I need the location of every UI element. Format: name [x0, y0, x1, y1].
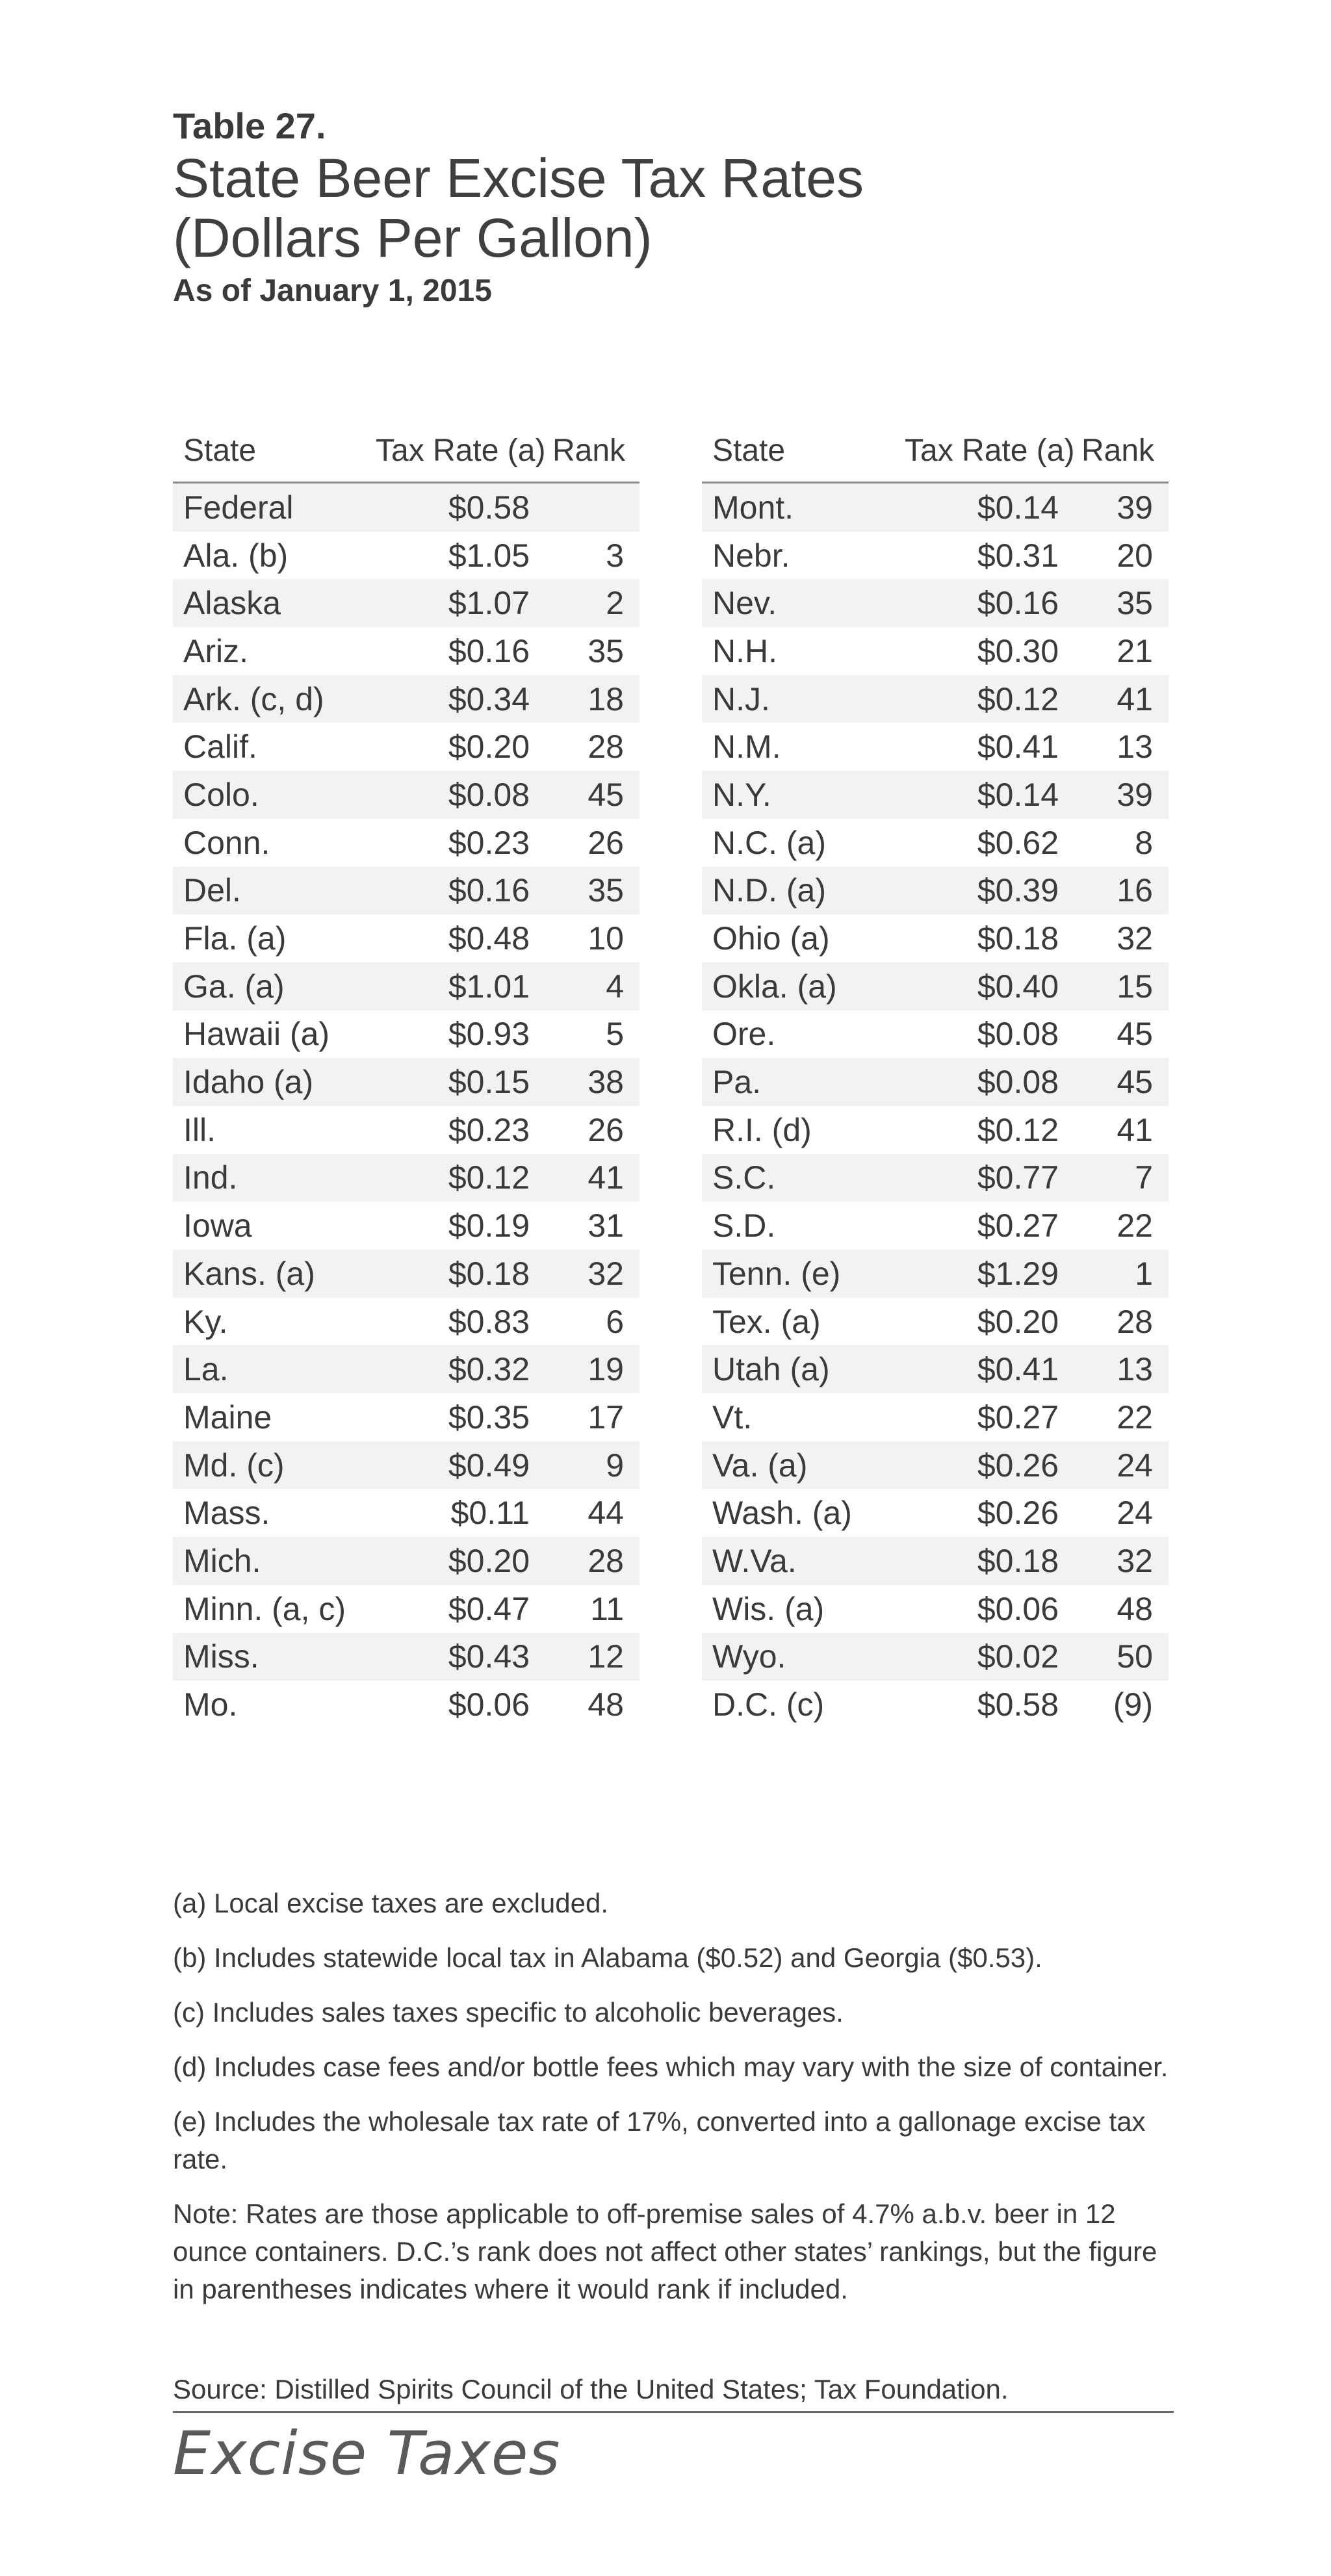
table-body-left [173, 483, 640, 1729]
table-row [702, 1633, 1169, 1681]
table-row [702, 1489, 1169, 1537]
state-cell: Nev. [712, 585, 777, 622]
table-row [173, 675, 640, 723]
table-row [173, 1250, 640, 1298]
rate-cell: $1.07 [448, 585, 530, 622]
rate-cell: $0.43 [448, 1638, 530, 1675]
state-cell: Vt. [712, 1398, 753, 1436]
state-cell: Ind. [183, 1159, 238, 1196]
state-cell: Okla. (a) [712, 968, 837, 1005]
state-cell: Mont. [712, 489, 794, 526]
rate-cell: $0.12 [448, 1159, 530, 1196]
rate-cell: $0.08 [977, 1016, 1059, 1053]
rank-cell: 26 [588, 1111, 624, 1148]
table-row [702, 1345, 1169, 1393]
table-row [702, 1681, 1169, 1729]
rank-cell: 48 [588, 1686, 624, 1723]
column-header-rank: Rank [552, 433, 626, 468]
state-cell: Ore. [712, 1016, 776, 1053]
rate-cell: $0.16 [977, 585, 1059, 622]
rate-cell: $0.23 [448, 1111, 530, 1148]
state-cell: Kans. (a) [183, 1255, 315, 1292]
rate-cell: $0.18 [977, 920, 1059, 957]
state-cell: Mass. [183, 1495, 270, 1532]
table-row [702, 771, 1169, 819]
table-row [702, 1154, 1169, 1202]
title-block [173, 104, 1148, 311]
rate-cell: $0.77 [977, 1159, 1059, 1196]
state-cell: Ky. [183, 1303, 228, 1340]
rate-cell: $0.30 [977, 632, 1059, 669]
rank-cell: 26 [588, 824, 624, 861]
rank-cell: 45 [1117, 1064, 1153, 1101]
state-cell: Mo. [183, 1686, 238, 1723]
rate-cell: $1.29 [977, 1255, 1059, 1292]
table-row [173, 483, 640, 532]
state-cell: Ga. (a) [183, 968, 285, 1005]
footnotes [173, 1885, 1174, 2325]
table-row [702, 483, 1169, 532]
rate-cell: $0.02 [977, 1638, 1059, 1675]
rate-cell: $0.08 [448, 776, 530, 813]
rate-cell: $0.58 [977, 1686, 1059, 1723]
column-header-rate: Tax Rate (a) [905, 433, 1075, 468]
rate-cell: $0.39 [977, 872, 1059, 909]
state-cell: Federal [183, 489, 294, 526]
state-cell: Minn. (a, c) [183, 1590, 346, 1627]
state-cell: Wis. (a) [712, 1590, 825, 1627]
rank-cell: 24 [1117, 1495, 1153, 1532]
rank-cell: 28 [588, 1542, 624, 1579]
rank-cell: 12 [588, 1638, 624, 1675]
rank-cell: 41 [1117, 680, 1153, 717]
rate-cell: $0.83 [448, 1303, 530, 1340]
rate-cell: $0.35 [448, 1398, 530, 1436]
table-row [173, 532, 640, 580]
rank-cell: 2 [606, 585, 624, 622]
rank-cell: 39 [1117, 776, 1153, 813]
rank-cell: 31 [588, 1207, 624, 1244]
page-title-line2: (Dollars Per Gallon) [173, 207, 653, 268]
state-cell: Ark. (c, d) [183, 680, 324, 717]
footnote: (a) Local excise taxes are excluded. [173, 1888, 609, 1918]
rate-cell: $0.27 [977, 1207, 1059, 1244]
rank-cell: 32 [1117, 920, 1153, 957]
rank-cell: 28 [588, 728, 624, 766]
state-cell: R.I. (d) [712, 1111, 812, 1148]
rate-cell: $0.15 [448, 1064, 530, 1101]
state-cell: N.C. (a) [712, 824, 826, 861]
table-row [173, 1537, 640, 1585]
rate-cell: $0.41 [977, 728, 1059, 766]
table-header-left [173, 419, 640, 483]
rate-cell: $0.18 [448, 1255, 530, 1292]
column-header-rank: Rank [1081, 433, 1155, 468]
state-cell: Hawaii (a) [183, 1016, 330, 1053]
rate-cell: $0.11 [450, 1495, 530, 1532]
rate-cell: $0.26 [977, 1447, 1059, 1484]
table-row [702, 867, 1169, 915]
state-cell: Wyo. [712, 1638, 786, 1675]
rank-cell: 22 [1117, 1398, 1153, 1436]
rate-cell: $0.18 [977, 1542, 1059, 1579]
table-row [173, 1585, 640, 1633]
rank-cell: 45 [1117, 1016, 1153, 1053]
rate-cell: $0.34 [448, 680, 530, 717]
rank-cell: 1 [1135, 1255, 1153, 1292]
rank-cell: 8 [1135, 824, 1153, 861]
rate-cell: $0.20 [977, 1303, 1059, 1340]
rank-cell: 6 [606, 1303, 624, 1340]
column-header-state: State [183, 433, 257, 468]
rank-cell: 18 [588, 680, 624, 717]
rank-cell: 10 [588, 920, 624, 957]
state-cell: W.Va. [712, 1542, 797, 1579]
state-cell: Md. (c) [183, 1447, 285, 1484]
rank-cell: 16 [1117, 872, 1153, 909]
rate-cell: $0.12 [977, 680, 1059, 717]
rank-cell: 28 [1117, 1303, 1153, 1340]
table-row [702, 1537, 1169, 1585]
footnote: (d) Includes case fees and/or bottle fees which may vary with the size of container. [173, 2052, 1169, 2082]
table-row [173, 1489, 640, 1537]
table-row [173, 723, 640, 771]
rate-cell: $0.41 [977, 1351, 1059, 1388]
table-row [702, 1250, 1169, 1298]
table-row [173, 771, 640, 819]
table-row [173, 1633, 640, 1681]
table-row [702, 914, 1169, 962]
source-line: Source: Distilled Spirits Council of the United States; Tax Foundation. [173, 2371, 1174, 2413]
page-subtitle: As of January 1, 2015 [173, 274, 492, 308]
footnote: (e) Includes the wholesale tax rate of 17%, converted into a gallonage excise tax rate. [173, 2106, 1146, 2174]
table-row [702, 1441, 1169, 1489]
state-cell: Ala. (b) [183, 537, 289, 574]
rate-cell: $1.01 [448, 968, 530, 1005]
rate-cell: $0.14 [977, 776, 1059, 813]
state-cell: S.C. [712, 1159, 776, 1196]
state-cell: Tex. (a) [712, 1303, 821, 1340]
table-row [173, 1298, 640, 1346]
rank-cell: 20 [1117, 537, 1153, 574]
page-title-line1: State Beer Excise Tax Rates [173, 148, 864, 209]
table-row [702, 962, 1169, 1011]
table-row [702, 1393, 1169, 1441]
state-cell: N.H. [712, 632, 777, 669]
column-header-rate: Tax Rate (a) [376, 433, 546, 468]
rank-cell: 44 [588, 1495, 624, 1532]
rate-cell: $0.58 [448, 489, 530, 526]
table-header-right [702, 419, 1169, 483]
state-cell: S.D. [712, 1207, 776, 1244]
table-row [702, 723, 1169, 771]
rate-cell: $0.19 [448, 1207, 530, 1244]
table-row [702, 1058, 1169, 1106]
table-row [702, 627, 1169, 675]
rate-cell: $1.05 [448, 537, 530, 574]
state-cell: N.J. [712, 680, 770, 717]
table-row [702, 819, 1169, 867]
state-cell: Va. (a) [712, 1447, 808, 1484]
state-cell: Mich. [183, 1542, 261, 1579]
rank-cell: 45 [588, 776, 624, 813]
rank-cell: 50 [1117, 1638, 1153, 1675]
table-row [173, 1345, 640, 1393]
state-cell: N.Y. [712, 776, 771, 813]
table-row [173, 1202, 640, 1250]
footnote: (b) Includes statewide local tax in Alabama ($0.52) and Georgia ($0.53). [173, 1942, 1042, 1973]
rank-cell: 7 [1135, 1159, 1153, 1196]
rank-cell: (9) [1113, 1686, 1153, 1723]
table-row [702, 1585, 1169, 1633]
footnote: Note: Rates are those applicable to off-premise sales of 4.7% a.b.v. beer in 12 ounce containers. D.C.’s rank does not affect other states’ rankings, but the figure in parentheses indicates where it would rank if included. [173, 2198, 1157, 2304]
rank-cell: 24 [1117, 1447, 1153, 1484]
rate-cell: $0.12 [977, 1111, 1059, 1148]
rank-cell: 21 [1117, 632, 1153, 669]
section-footer: Excise Taxes [173, 2419, 561, 2488]
table-row [173, 1106, 640, 1154]
table-row [173, 819, 640, 867]
rate-cell: $0.16 [448, 632, 530, 669]
state-cell: La. [183, 1351, 229, 1388]
rank-cell: 5 [606, 1016, 624, 1053]
rank-cell: 15 [1117, 968, 1153, 1005]
rate-cell: $0.31 [977, 537, 1059, 574]
state-cell: Pa. [712, 1064, 762, 1101]
state-cell: Fla. (a) [183, 920, 287, 957]
rank-cell: 39 [1117, 489, 1153, 526]
rate-cell: $0.27 [977, 1398, 1059, 1436]
rank-cell: 3 [606, 537, 624, 574]
rank-cell: 17 [588, 1398, 624, 1436]
rank-cell: 9 [606, 1447, 624, 1484]
rank-cell: 35 [1117, 585, 1153, 622]
state-cell: Calif. [183, 728, 257, 766]
state-cell: Wash. (a) [712, 1495, 852, 1532]
rank-cell: 13 [1117, 1351, 1153, 1388]
table-row [173, 867, 640, 915]
state-cell: N.D. (a) [712, 872, 826, 909]
rank-cell: 48 [1117, 1590, 1153, 1627]
rate-cell: $0.06 [448, 1686, 530, 1723]
table-row [702, 1011, 1169, 1059]
footnote: (c) Includes sales taxes specific to alcoholic beverages. [173, 1997, 844, 2028]
table-row [173, 1154, 640, 1202]
state-cell: Utah (a) [712, 1351, 830, 1388]
table-row [702, 532, 1169, 580]
rate-cell: $0.26 [977, 1495, 1059, 1532]
state-cell: D.C. (c) [712, 1686, 825, 1723]
state-cell: Miss. [183, 1638, 259, 1675]
rank-cell: 32 [1117, 1542, 1153, 1579]
tax-table-right [702, 419, 1169, 1729]
rate-cell: $0.40 [977, 968, 1059, 1005]
column-header-state: State [712, 433, 786, 468]
state-cell: Maine [183, 1398, 272, 1436]
rank-cell: 19 [588, 1351, 624, 1388]
rate-cell: $0.32 [448, 1351, 530, 1388]
table-row [173, 962, 640, 1011]
rank-cell: 13 [1117, 728, 1153, 766]
rank-cell: 41 [1117, 1111, 1153, 1148]
state-cell: Ariz. [183, 632, 248, 669]
state-cell: Iowa [183, 1207, 252, 1244]
state-cell: Alaska [183, 585, 281, 622]
table-number: Table 27. [173, 105, 326, 146]
rank-cell: 38 [588, 1064, 624, 1101]
rank-cell: 11 [590, 1590, 624, 1627]
table-row [173, 1681, 640, 1729]
state-cell: Nebr. [712, 537, 790, 574]
state-cell: Ill. [183, 1111, 216, 1148]
rank-cell: 41 [588, 1159, 624, 1196]
rate-cell: $0.14 [977, 489, 1059, 526]
rate-cell: $0.08 [977, 1064, 1059, 1101]
table-row [702, 1106, 1169, 1154]
table-row [702, 1298, 1169, 1346]
rate-cell: $0.20 [448, 728, 530, 766]
table-row [173, 627, 640, 675]
table-row [702, 675, 1169, 723]
state-cell: Idaho (a) [183, 1064, 314, 1101]
table-row [173, 1058, 640, 1106]
rate-cell: $0.23 [448, 824, 530, 861]
table-row [173, 1393, 640, 1441]
rate-cell: $0.06 [977, 1590, 1059, 1627]
state-cell: Tenn. (e) [712, 1255, 841, 1292]
table-row [173, 1011, 640, 1059]
state-cell: Colo. [183, 776, 259, 813]
rank-cell: 32 [588, 1255, 624, 1292]
state-cell: Ohio (a) [712, 920, 830, 957]
state-cell: Conn. [183, 824, 270, 861]
table-row [702, 1202, 1169, 1250]
table-row [173, 1441, 640, 1489]
rate-cell: $0.48 [448, 920, 530, 957]
rank-cell: 22 [1117, 1207, 1153, 1244]
state-cell: N.M. [712, 728, 781, 766]
tax-table-left [173, 419, 640, 1729]
table-row [173, 914, 640, 962]
table-body-right [702, 483, 1169, 1729]
rank-cell: 35 [588, 872, 624, 909]
rank-cell: 35 [588, 632, 624, 669]
rank-cell: 4 [606, 968, 624, 1005]
rate-cell: $0.49 [448, 1447, 530, 1484]
rate-cell: $0.93 [448, 1016, 530, 1053]
rate-cell: $0.16 [448, 872, 530, 909]
rate-cell: $0.47 [448, 1590, 530, 1627]
state-cell: Del. [183, 872, 241, 909]
table-row [702, 579, 1169, 627]
rate-cell: $0.20 [448, 1542, 530, 1579]
rate-cell: $0.62 [977, 824, 1059, 861]
table-row [173, 579, 640, 627]
